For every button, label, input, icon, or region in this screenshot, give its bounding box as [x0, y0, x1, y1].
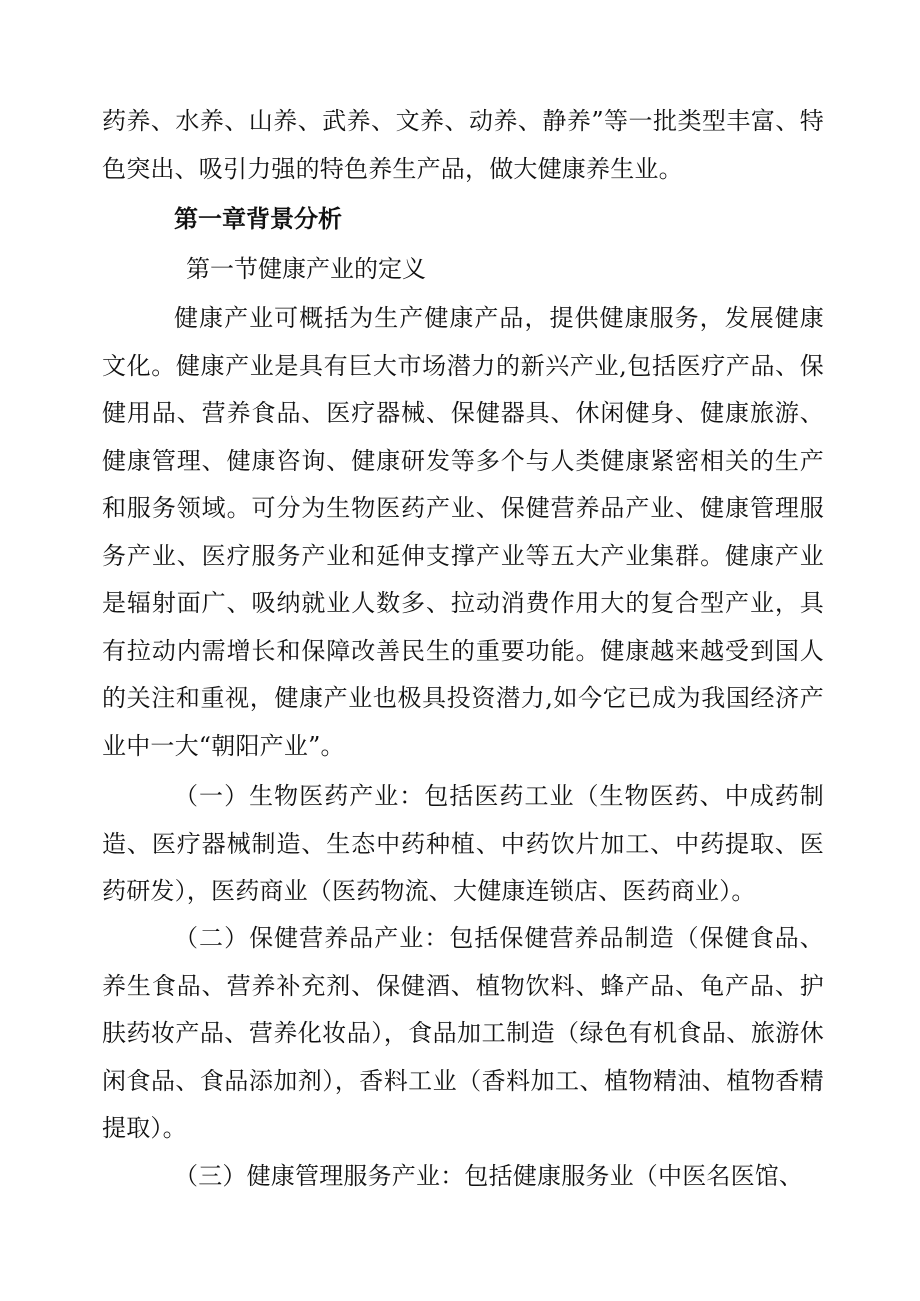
paragraph-health-nutrition-industry: （二）保健营养品产业：包括保健营养品制造（保健食品、养生食品、营养补充剂、保健酒、植物饮料、蜂产品、龟产品、护肤药妆产品、营养化妆品），食品加工制造（绿色有机食品、旅游休闲食品、食品添加剂），香料工业（香料加工、植物精油、植物香精提取）。 — [102, 924, 824, 1142]
intro-paragraph: 药养、水养、山养、武养、文养、动养、静养”等一批类型丰富、特色突出、吸引力强的特色养生产品，做大健康养生业。 — [102, 107, 824, 183]
section-heading: 第一节健康产业的定义 — [186, 255, 426, 283]
paragraph-health-industry-definition: 健康产业可概括为生产健康产品，提供健康服务，发展健康文化。健康产业是具有巨大市场潜力的新兴产业,包括医疗产品、保健用品、营养食品、医疗器械、保健器具、休闲健身、健康旅游、健康管理、健康咨询、健康研发等多个与人类健康紧密相关的生产和服务领域。可分为生物医药产业、保健营养品产业、健康管理服务产业、医疗服务产业和延伸支撑产业等五大产业集群。健康产业是辐射面广、吸纳就业人数多、拉动消费作用大的复合型产业，具有拉动内需增长和保障改善民生的重要功能。健康越来越受到国人的关注和重视，健康产业也极具投资潜力,如今它已成为我国经济产业中一大“朝阳产业”。 — [102, 304, 824, 760]
chapter-heading: 第一章背景分析 — [174, 205, 342, 233]
paragraph-biomedical-industry: （一）生物医药产业：包括医药工业（生物医药、中成药制造、医疗器械制造、生态中药种植、中药饮片加工、中药提取、医药研发），医药商业（医药物流、大健康连锁店、医药商业）。 — [102, 782, 824, 905]
paragraph-health-management-industry: （三）健康管理服务产业：包括健康服务业（中医名医馆、 — [174, 1162, 804, 1190]
